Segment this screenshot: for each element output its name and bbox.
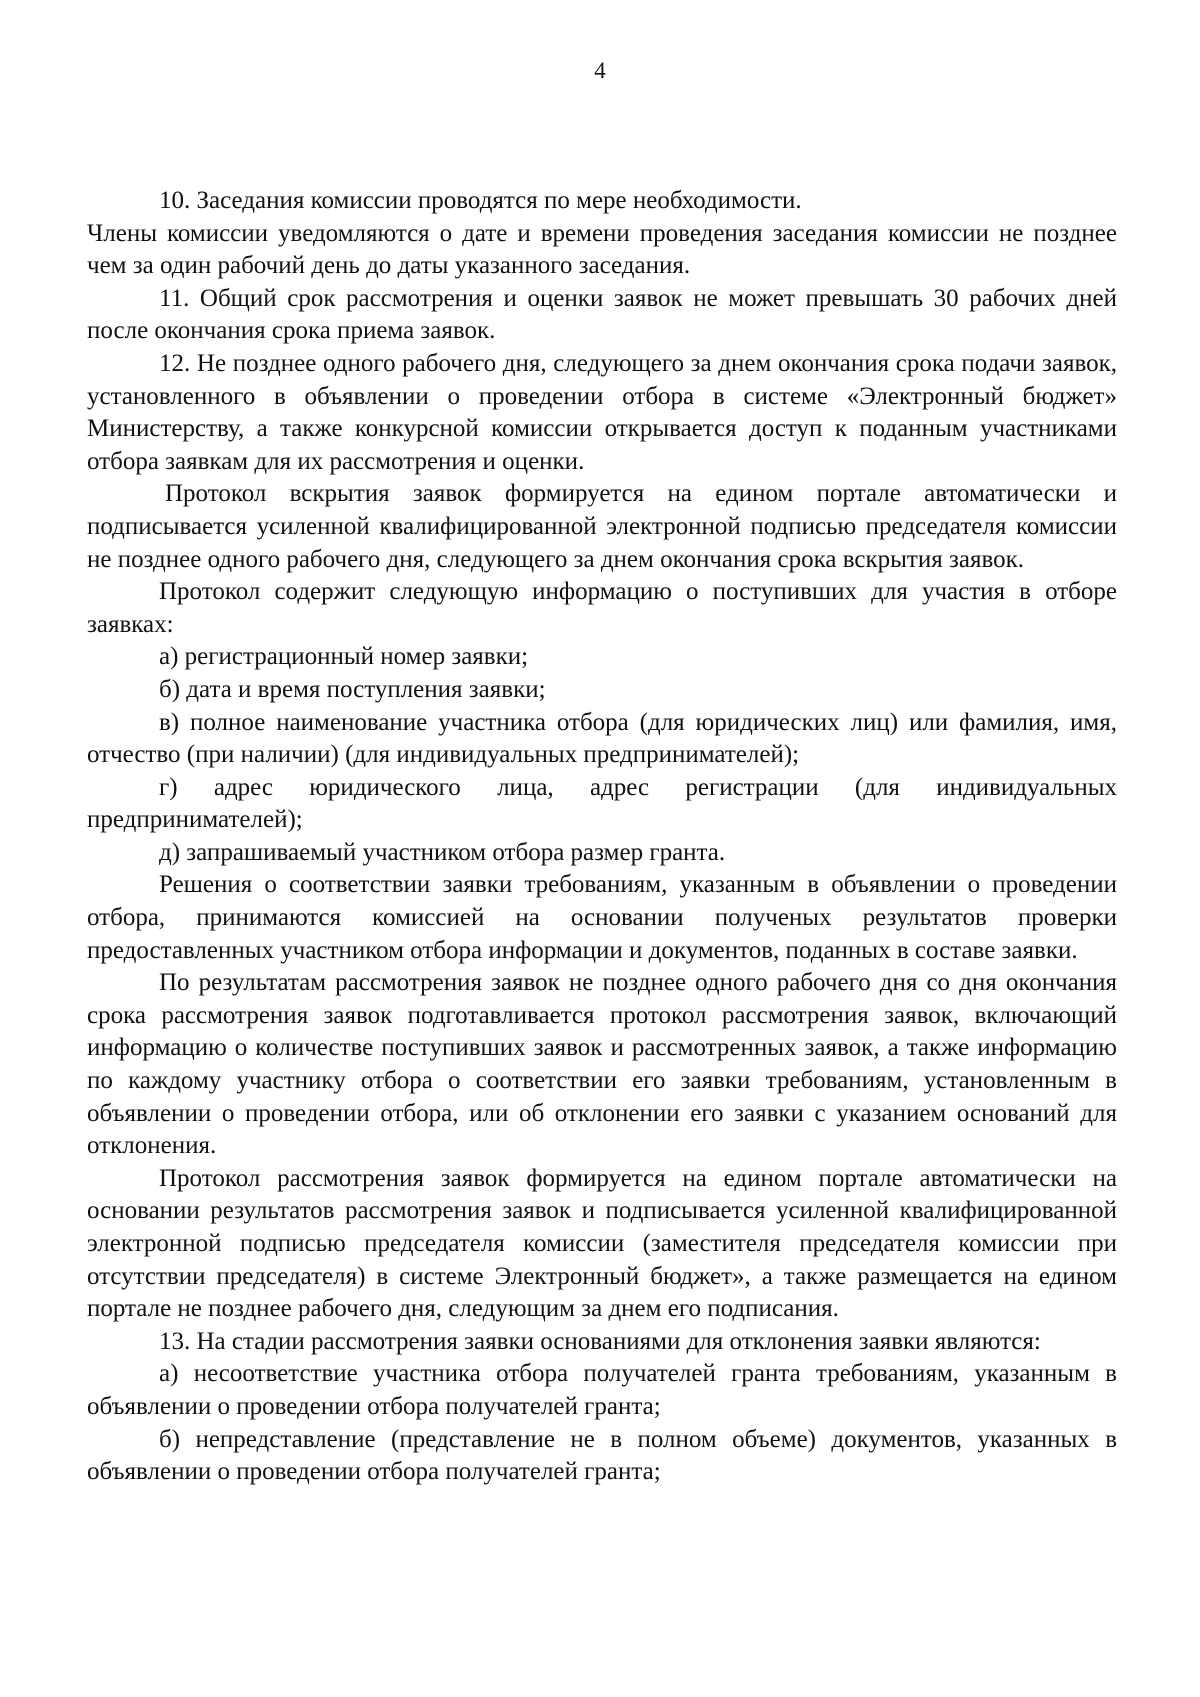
list-item-b: б) дата и время поступления заявки;: [159, 675, 546, 703]
document-body: [87, 185, 1117, 1489]
paragraph-protocol-contents: Протокол содержит следующую информацию о поступивших для участия в отборе заявках:: [87, 578, 1117, 638]
paragraph-review-results: По результатам рассмотрения заявок не позднее одного рабочего дня со дня окончания срока рассмотрения заявок подготавливается протокол рассмотрения заявок, включающий информацию о количестве поступивших заявок и рассмотренных заявок, а также информацию по каждому участнику отбора о соответствии его заявки требованиям, установленным в объявлении о проведении отбора, или об отклонении его заявки с указанием оснований для отклонения.: [87, 969, 1117, 1160]
rejection-item-a: а) несоответствие участника отбора получателей гранта требованиям, указанным в объявлении о проведении отбора получателей гранта;: [87, 1360, 1117, 1420]
paragraph-review-protocol: Протокол рассмотрения заявок формируется на едином портале автоматически на основании результатов рассмотрения заявок и подписывается усиленной квалифицированной электронной подписью председателя комиссии (заместителя председателя комиссии при отсутствии председателя) в системе Электронный бюджет», а также размещается на едином портале не позднее рабочего дня, следующим за днем его подписания.: [87, 1164, 1117, 1323]
list-item-v: в) полное наименование участника отбора (для юридических лиц) или фамилия, имя, отчество (при наличии) (для индивидуальных предпринимателей);: [87, 708, 1117, 769]
paragraph-item-12: 12. Не позднее одного рабочего дня, следующего за днем окончания срока подачи заявок, установленного в объявлении о проведении отбора в системе «Электронный бюджет» Министерству, а также конкурсной комиссии открывается доступ к поданным участниками отбора заявкам для их рассмотрения и оценки.: [87, 349, 1117, 475]
paragraph-compliance-decisions: Решения о соответствии заявки требованиям, указанным в объявлении о проведении отбора, принимаются комиссией на основании полученых результатов проверки предоставленных участником отбора информации и документов, поданных в составе заявки.: [87, 871, 1117, 964]
paragraph-item-11: 11. Общий срок рассмотрения и оценки заявок не может превышать 30 рабочих дней после окончания срока приема заявок.: [87, 284, 1117, 345]
rejection-item-b: б) непредставление (представление не в полном объеме) документов, указанных в объявлении о проведении отбора получателей гранта;: [87, 1425, 1117, 1486]
page-number: 4: [594, 58, 606, 83]
paragraph-commission-notice: Члены комиссии уведомляются о дате и времени проведения заседания комиссии не позднее чем за один рабочий день до даты указанного заседания.: [87, 219, 1117, 280]
paragraph-item-13: 13. На стадии рассмотрения заявки основаниями для отклонения заявки являются:: [159, 1327, 1041, 1355]
list-item-d: д) запрашиваемый участником отбора размер гранта.: [159, 838, 726, 866]
list-item-a: а) регистрационный номер заявки;: [159, 643, 529, 671]
list-item-g: г) адрес юридического лица, адрес регистрации (для индивидуальных предпринимателей);: [87, 773, 1117, 834]
paragraph-item-10: 10. Заседания комиссии проводятся по мере необходимости.: [159, 187, 802, 214]
paragraph-opening-protocol: Протокол вскрытия заявок формируется на едином портале автоматически и подписывается усиленной квалифицированной электронной подписью председателя комиссии не позднее одного рабочего дня, следующего за днем окончания срока вскрытия заявок.: [87, 480, 1117, 573]
